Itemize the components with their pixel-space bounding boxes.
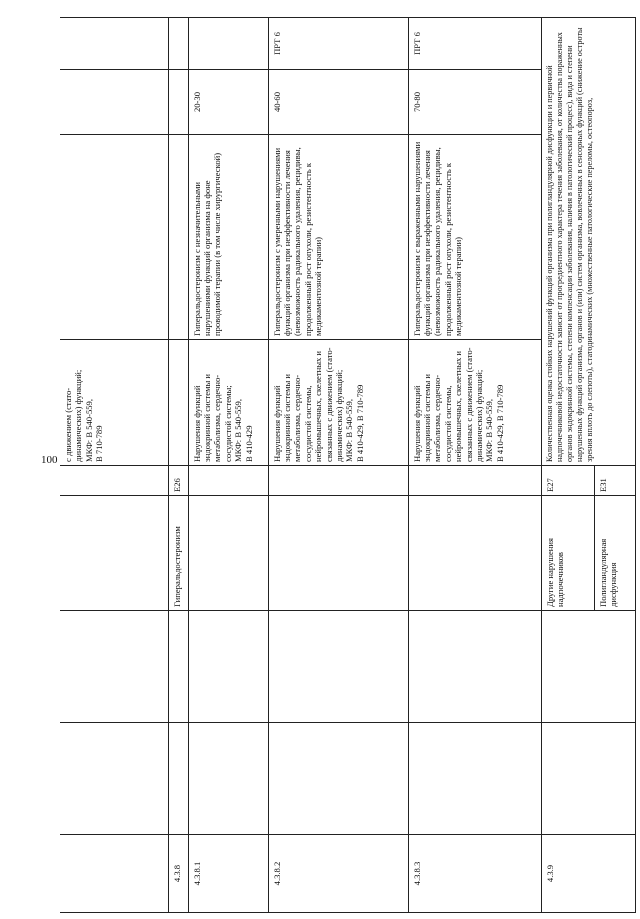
disability-criteria-table [60,17,636,913]
functions-cell: Нарушения функций эндокринной системы и метаболизма, сердечно-сосудистой системы; МКФ: В 540-559, В 410-429 [188,340,268,466]
functions-cell: Нарушения функций эндокринной системы и метаболизма, сердечно-сосудистой системы, нейромышечных, скелетных и связанных с движением (статодинамических) функций; МКФ: В 540-559, В 410-429, В 710-789 [268,340,408,466]
table-row [60,18,168,913]
code-cell: 4.3.8.2 [268,835,408,913]
rotated-table-wrapper [60,18,635,913]
table-row [268,18,408,913]
description-cell [60,135,168,340]
mkb-cell: E26 [168,466,188,496]
description-cell: Гиперальдостеронизм с умеренными нарушениями функций организма при неэффективности лечения (невозможность радикального удаления, рецидивы, продолженный рост опухоли, резистентность к медикаментозной терапии) [268,135,408,340]
code-cell: 4.3.8.1 [188,835,268,913]
functions-cell: с движением (статодинамических) функций; МКФ: В 540-559, В 710-789 [60,340,168,466]
percent-cell: 20-30 [188,70,268,135]
table-row [541,18,635,913]
code-cell [60,835,168,913]
name-cell: Гиперальдостеронизм [168,496,188,611]
code-cell: 4.3.8.3 [408,835,541,913]
percent-cell: 40-60 [268,70,408,135]
code-cell: 4.3.8 [168,835,188,913]
name-cell-secondary: Полигландулярная дисфункция [597,538,618,607]
table-row [168,18,188,913]
functions-cell: Нарушения функций эндокринной системы и метаболизма, сердечно-сосудистой системы, нейромышечных, скелетных и связанных с движением (статодинамических) функций; МКФ: В 540-559, В 410-429, В 710-789 [408,340,541,466]
mkb-cell [60,466,168,496]
code-cell: 4.3.9 [541,835,635,913]
mkb-cell: E27 [542,466,595,495]
extra-cell: ПРТ 6 [408,18,541,70]
table-row [188,18,268,913]
extra-cell [60,18,168,70]
percent-cell [60,70,168,135]
description-cell: Гиперальдостеронизм с незначительными нарушениями функций организма на фоне проводимой терапии (в том числе хирургической) [188,135,268,340]
name-cell: Другие нарушения надпочечников [542,496,595,610]
table-row [408,18,541,913]
description-cell: Гиперальдостеронизм с выраженными нарушениями функций организма при неэффективности лечения (невозможность радикального удаления, рецидивы, продолженный рост опухоли, резистентность к медикаментозной терапии) [408,135,541,340]
note-cell: Количественная оценка стойких нарушений функций организма при полигландулярной дисфункции и первичной надпочечниковой недостаточности зависит от прогредиентного характера течения заболевания, от количества пораженных органов эндокринной системы, степени компенсации заболевания, наличия в патологический процесс), вида и степени нарушенных функций организма, органов и (или) систем организма, вовлеченных в сенсорных функций (снижение остроты зрения вплоть до слепоты), статодинамических (множественные патологические переломы, остеопороз, [541,18,635,466]
name-cell [60,496,168,611]
mkb-cell-secondary: E31 [597,478,608,492]
extra-cell [188,18,268,70]
extra-cell: ПРТ 6 [268,18,408,70]
page-number: 100 [41,454,58,466]
percent-cell: 70-80 [408,70,541,135]
